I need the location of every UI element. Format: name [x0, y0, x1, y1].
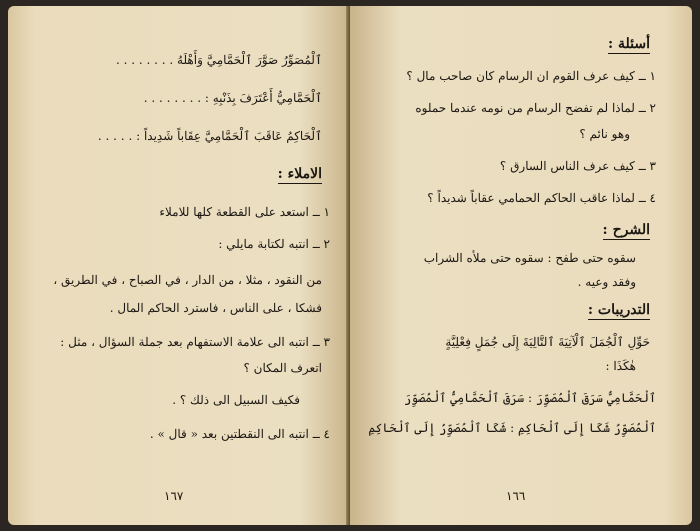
dictation-item-3-example-2: فكيف السبيل الى ذلك ؟ . — [172, 393, 300, 407]
dictation-item-1: ١ ــ استعد على القطعة كلها للاملاء — [159, 205, 330, 219]
left-item-1 — [116, 52, 322, 68]
question-1: ١ ــ كيف عرف القوم ان الرسام كان صاحب مال ؟ — [406, 69, 656, 83]
question-4: ٤ ــ لماذا عاقب الحاكم الحمامي عقاباً شديداً ؟ — [427, 191, 656, 205]
exercise-example-2: ٱلْمُصَوِّرُ شَكَا إِلَى ٱلْحَاكِمِ : شَكَا ٱلْمُصَوِّرُ إِلَى ٱلْحَاكِمِ — [368, 421, 656, 435]
left-item-3 — [98, 128, 322, 144]
dictation-heading: الاملاء : — [277, 166, 322, 182]
page-number: ١٦٧ — [164, 489, 184, 503]
question-2: ٢ ــ لماذا لم تفضح الرسام من نومه عندما حملوه — [415, 101, 656, 115]
dictation-item-2-b: فشكا ، على الناس ، فاسترد الحاكم المال . — [109, 301, 322, 315]
dictation-item-2-a: من النقود ، مثلا ، من الدار ، في الصباح ، في الطريق ، — [53, 273, 322, 287]
explanation-line-1: سقوه حتى طفح : سقوه حتى ملأه الشراب — [423, 251, 636, 265]
open-book — [8, 6, 692, 525]
item-dots: . . . . . . . . — [143, 91, 202, 105]
item-dots: . . . . . . . . — [115, 53, 174, 67]
explanation-heading: الشرح : — [602, 222, 650, 238]
dictation-item-2: ٢ ــ انتبه لكتابة مايلي : — [218, 237, 330, 251]
item-text: ٱلْحَمَّامِيُّ أَعْتَرَفَ بِذَنْبِهِ : — [204, 91, 322, 105]
exercises-heading: التدريبات : — [587, 302, 650, 318]
left-item-2 — [144, 90, 322, 106]
exercise-example-1: ٱلْحَمَّامِيُّ سَرَقَ ٱلْمُصَوِّرَ : سَرَقَ ٱلْحَمَّامِيُّ ٱلْمُصَوِّرَ — [404, 391, 656, 405]
question-2-cont: وهو نائم ؟ — [579, 127, 630, 141]
item-text: ٱلْحَاكِمُ عَاقَبَ ٱلْحَمَّامِيَّ عِقَاباً شَدِيداً : — [136, 129, 322, 143]
dictation-item-3: ٣ ــ انتبه الى علامة الاستفهام بعد جملة السؤال ، مثل : — [60, 335, 330, 349]
item-text: ٱلْمُصَوِّرُ صَوَّرَ ٱلْحَمَّامِيَّ وَأَهْلَهُ — [177, 53, 322, 67]
page-number: ١٦٦ — [506, 489, 526, 503]
right-page — [350, 6, 692, 525]
dictation-item-4: ٤ ــ انتبه الى النقطتين بعد « قال » . — [149, 427, 330, 441]
dictation-item-3-example: اتعرف المكان ؟ — [243, 361, 322, 375]
explanation-line-2: وفقد وعيه . — [577, 275, 636, 289]
exercises-instruction: حَوِّلِ ٱلْجُمَلَ ٱلْآتِيَةَ ٱلتَّالِيَةَ إِلَى جُمَلٍ فِعْلِيَّةٍ — [445, 335, 650, 349]
question-3: ٣ ــ كيف عرف الناس السارق ؟ — [499, 159, 656, 173]
left-page — [8, 6, 350, 525]
questions-heading: أسئلة : — [607, 36, 650, 52]
exercises-instruction-2: هٰكَذَا : — [605, 359, 636, 373]
item-dots: . . . . . — [97, 129, 133, 143]
